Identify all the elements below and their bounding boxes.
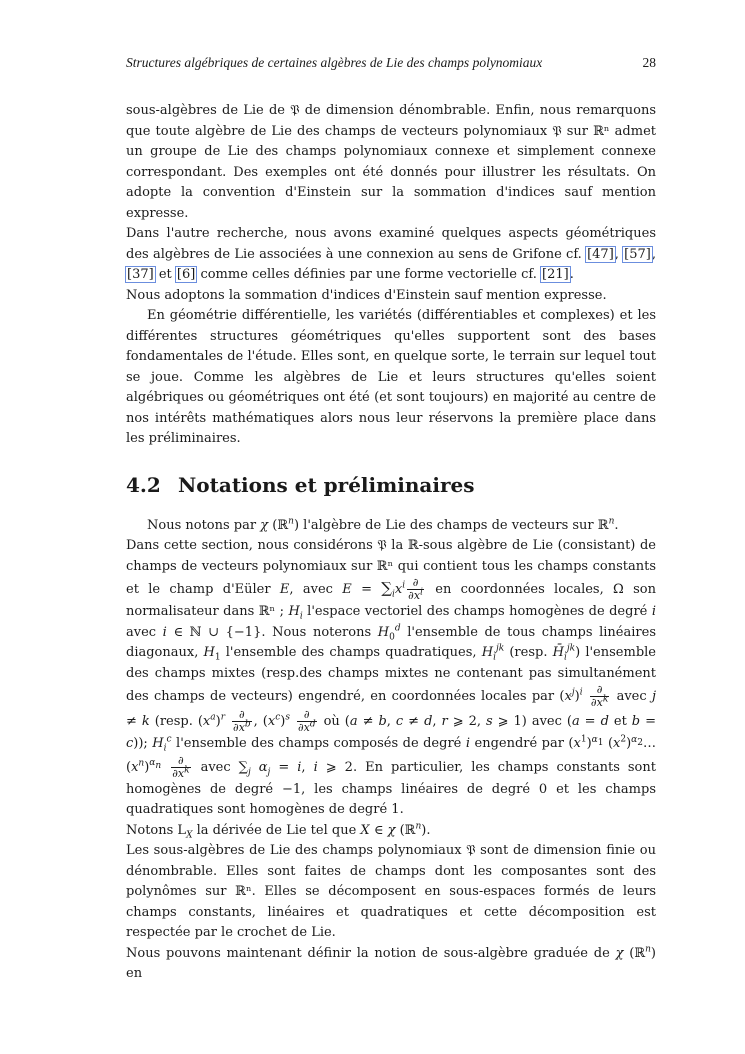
notation-1-text: l'algèbre de Lie des champs de vecteurs sur (303, 517, 594, 533)
partial-fraction-xk: $\frac{\partial}{\partial x^k}$ (590, 683, 609, 709)
notation-2b: en coordonnées locales, Ω son normalisateur dans ℝⁿ ; (126, 582, 657, 619)
notation-2g: l'ensemble des champs mixtes (resp.des champs mixtes ne contenant pas simultanément des champs de vecteurs) engendré, en coordonnées locales par (126, 645, 656, 704)
notation-2d: Nous noterons (272, 624, 372, 640)
notation-paragraph-1: Nous notons par χ (ℝ$^n$) l'algèbre de Lie des champs de vecteurs sur ℝ$^n$. (147, 516, 619, 533)
citation-6[interactable]: [6] (176, 267, 196, 282)
intro-paragraph-2: Dans l'autre recherche, nous avons examiné quelques aspects géométriques des algèbres de Lie associées à une connexion au sens de Grifone cf. [47], [57], [37] et [6] comme celles définies par une forme vectorielle cf. [21]. (126, 226, 656, 282)
running-title: Structures algébriques de certaines algèbres de Lie des champs polynomiaux (126, 55, 543, 70)
intro-paragraph-1: sous-algèbres de Lie de 𝔓 de dimension dénombrable. Enfin, nous remarquons que toute algèbre de Lie des champs de vecteurs polynomiaux 𝔓 sur ℝⁿ admet un groupe de Lie des champs polynomiaux connexe et simplement connexe correspondant. Des exemples ont été donnés pour illustrer les résultats. On adopte la convention d'Einstein sur la sommation d'indices sauf mention expresse. (126, 103, 656, 221)
page-body (126, 101, 656, 985)
notation-2c: l'espace vectoriel des champs homogènes de degré (307, 604, 648, 619)
notation-2f: l'ensemble des champs quadratiques, (225, 645, 477, 660)
notation-paragraph-3: Notons $L_X$ la dérivée de Lie tel que X ∈ χ (ℝ$^n$). (126, 821, 431, 841)
citation-21[interactable]: [21] (542, 267, 569, 282)
citation-47[interactable]: [47] (587, 246, 614, 262)
intro-paragraph-4: En géométrie différentielle, les variétés (différentiables et complexes) et les différentes structures géométriques qu'elles supportent sont des bases fondamentales de l'étude. Elles sont, en quelque sorte, le terrain sur lequel tout se joue. Comme les algèbres de Lie et leurs structures qu'elles soient algébriques ou géométriques ont été (et sont toujours) en majorité au centre de nos intérêts mathématiques alors nous leur réservons la première place dans les préliminaires. (126, 308, 656, 446)
notation-2e: l'ensemble de tous champs linéaires diagonaux, (126, 624, 656, 660)
section-heading (126, 472, 656, 498)
partial-fraction-xk-2: $\frac{\partial}{\partial x^k}$ (172, 753, 190, 780)
notation-paragraph-4: Les sous-algèbres de Lie des champs polynomiaux 𝔓 sont de dimension finie ou dénombrable. Elles sont faites de champs dont les composantes sont des polynômes sur ℝⁿ. Elles se décomposent en sous-espaces formés de leurs champs constants, linéaires et quadratiques et cette décomposition est respectée par le crochet de Lie. (126, 843, 656, 940)
section-number: 4.2 (126, 472, 161, 497)
citation-37[interactable]: [37] (127, 267, 154, 282)
section-title: Notations et préliminaires (178, 472, 475, 497)
intro-p2-text: Dans l'autre recherche, nous avons examiné quelques aspects géométriques des algèbres de Lie associées à une connexion au sens de Grifone cf. (126, 226, 656, 262)
notation-2i: engendré par (474, 736, 564, 751)
notation-2a: Dans cette section, nous considérons 𝔓 la ℝ-sous algèbre de Lie (consistant) de champs de vecteurs polynomiaux sur ℝⁿ qui contient tous les champs constants et le champ d'Eüler (126, 538, 656, 597)
running-header (126, 54, 656, 72)
intro-paragraph-3: Nous adoptons la sommation d'indices d'Einstein sauf mention expresse. (126, 287, 607, 303)
notation-paragraph-5: Nous pouvons maintenant définir la notion de sous-algèbre graduée de χ (ℝ$^n$) en (126, 944, 656, 981)
notation-5-text: Nous pouvons maintenant définir la notion de sous-algèbre graduée de (126, 945, 610, 961)
notation-paragraph-2: Dans cette section, nous considérons 𝔓 la ℝ-sous algèbre de Lie (consistant) de champs de vecteurs polynomiaux sur ℝⁿ qui contient tous les champs constants et le champ d'Eüler E, avec $E = \sum_ix^i$ $\frac{\partial}{\partial x^i}$ en coordonnées locales, Ω son normalisateur dans ℝⁿ ; $H_i$ l'espace vectoriel des champs homogènes de degré i avec i ∈ ℕ ∪ {−1}. Nous noterons $H_0^d$ l'ensemble de tous champs linéaires diagonaux, $H_1$ l'ensemble des champs quadratiques, $H_i^{jk}$ (resp. $H̄_i^{jk}$) l'ensemble des champs mixtes (resp.des champs mixtes ne contenant pas simultanément des champs de vecteurs) engendré, en coordonnées locales par $(x^j)^i$ $\frac{\partial}{\partial x^k}$ avec j ≠ k (resp. $(x^a)^r$ $\frac{\partial}{\partial x^b}$ , $(x^c)^s$ $\frac{\partial}{\partial x^d}$ où (a ≠ b, c ≠ d, r ⩾ 2, s ⩾ 1) avec (a = d et b = c)); $H_i^c$ l'ensemble des champs composés de degré i engendré par $(x^1)^{\alpha_1}$ $(x^2)^{\alpha_2}\dots(x^n)^{\alpha_n}$ $\frac{\partial}{\partial x^k}$ avec $\sum_j$ $\alpha_j = i$, i ⩾ 2. En particulier, les champs constants sont homogènes de degré −1, les champs linéaires de degré 0 et les champs quadratiques sont homogènes de degré 1. (126, 538, 657, 817)
partial-fraction: $\frac{\partial}{\partial x^i}$ (408, 576, 423, 602)
notation-2h: l'ensemble des champs composés de degré (176, 736, 462, 751)
partial-fraction-xb: $\frac{\partial}{\partial x^b}$ (233, 708, 251, 734)
partial-fraction-xd: $\frac{\partial}{\partial x^d}$ (297, 708, 316, 734)
page-number: 28 (642, 55, 656, 70)
notation-2j: . En particulier, les champs constants sont homogènes de degré −1, les champs linéaires de degré 0 et les champs quadratiques sont homogènes de degré 1. (126, 759, 656, 817)
intro-p2-mid: comme celles définies par une forme vectorielle cf. (200, 267, 537, 282)
citation-57[interactable]: [57] (624, 246, 651, 262)
notation-3-text: la dérivée de Lie tel que (196, 822, 357, 838)
